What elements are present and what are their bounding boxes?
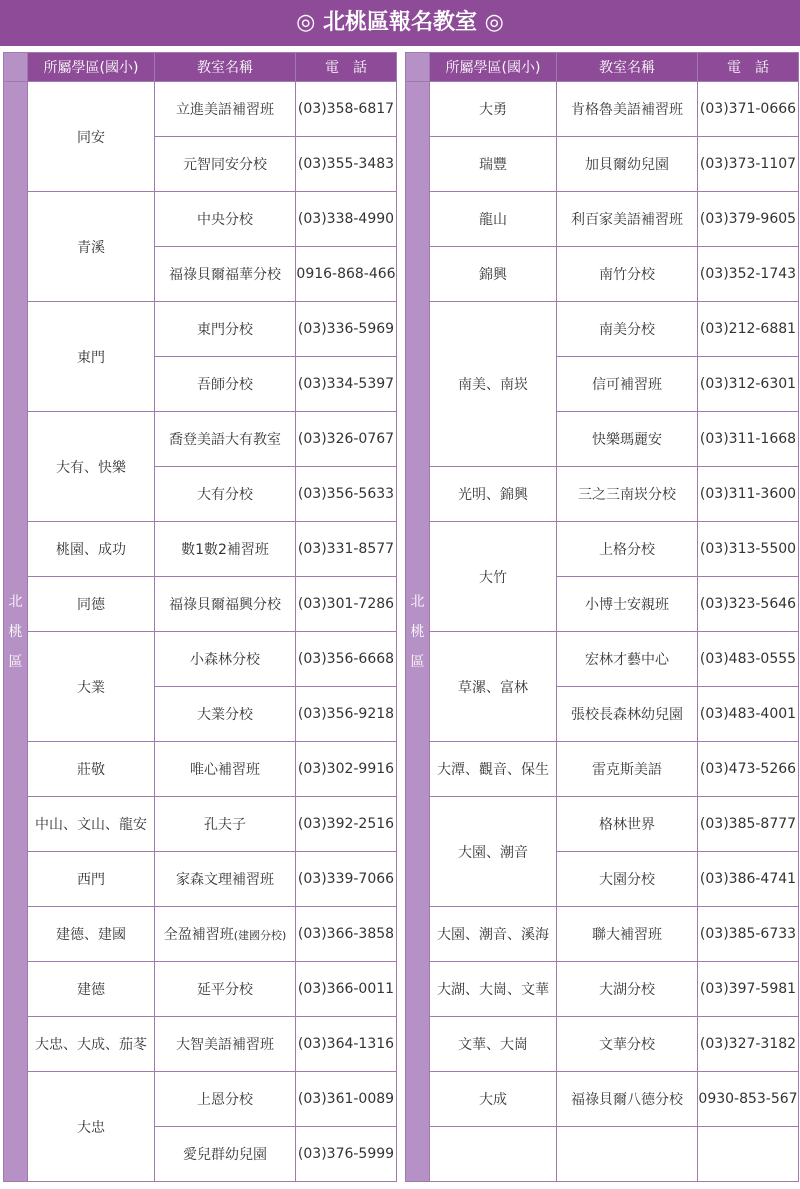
phone-cell: (03)385-6733 <box>698 907 799 962</box>
classroom-name: 肯格魯美語補習班 <box>571 102 683 118</box>
table-row <box>406 962 799 1017</box>
classroom-name: 南美分校 <box>599 322 655 338</box>
classroom-name: 加貝爾幼兒園 <box>585 157 669 173</box>
classroom-name: 吾師分校 <box>197 377 253 393</box>
school-cell: 中山、文山、龍安 <box>28 797 155 852</box>
school-cell: 西門 <box>28 852 155 907</box>
phone-cell: (03)473-5266 <box>698 742 799 797</box>
classroom-cell <box>557 1072 698 1127</box>
classroom-cell <box>155 1017 296 1072</box>
phone-cell: (03)302-9916 <box>296 742 397 797</box>
classroom-name: 大園分校 <box>599 872 655 888</box>
classroom-name: 福祿貝爾八德分校 <box>571 1092 683 1108</box>
phone-cell: (03)356-9218 <box>296 687 397 742</box>
classroom-name: 家森文理補習班 <box>176 872 274 888</box>
classroom-cell <box>155 632 296 687</box>
school-cell: 大成 <box>430 1072 557 1127</box>
phone-cell: (03)339-7066 <box>296 852 397 907</box>
school-cell: 建德 <box>28 962 155 1017</box>
table-row <box>406 302 799 357</box>
classroom-cell <box>155 522 296 577</box>
table-row <box>4 742 397 797</box>
classroom-name: 延平分校 <box>197 982 253 998</box>
classroom-name: 南竹分校 <box>599 267 655 283</box>
phone-cell: (03)392-2516 <box>296 797 397 852</box>
classroom-table-left <box>3 52 397 1182</box>
classroom-name: 三之三南崁分校 <box>578 487 676 503</box>
table-row <box>406 1017 799 1072</box>
classroom-cell <box>155 302 296 357</box>
header-corner <box>406 53 430 82</box>
classroom-cell <box>557 1017 698 1072</box>
school-cell: 大勇 <box>430 82 557 137</box>
table-row <box>406 247 799 302</box>
classroom-name: 數1數2補習班 <box>181 542 269 558</box>
phone-cell: (03)361-0089 <box>296 1072 397 1127</box>
classroom-cell <box>155 907 296 962</box>
region-char: 北 <box>410 593 425 610</box>
phone-cell: (03)379-9605 <box>698 192 799 247</box>
table-row <box>4 302 397 357</box>
school-cell: 莊敬 <box>28 742 155 797</box>
phone-cell: (03)311-1668 <box>698 412 799 467</box>
header-school: 所屬學區(國小) <box>430 53 557 82</box>
classroom-name: 上格分校 <box>599 542 655 558</box>
phone-cell: (03)313-5500 <box>698 522 799 577</box>
phone-cell: (03)356-5633 <box>296 467 397 522</box>
classroom-cell <box>557 412 698 467</box>
region-label <box>4 82 28 1182</box>
phone-cell: (03)312-6301 <box>698 357 799 412</box>
school-cell: 草漯、富林 <box>430 632 557 742</box>
classroom-name: 喬登美語大有教室 <box>169 432 281 448</box>
classroom-table-right <box>405 52 799 1182</box>
region-char: 桃 <box>410 623 425 640</box>
table-row <box>406 192 799 247</box>
region-char: 區 <box>8 653 23 670</box>
classroom-name: 立進美語補習班 <box>176 102 274 118</box>
phone-cell: (03)366-3858 <box>296 907 397 962</box>
classroom-cell <box>155 962 296 1017</box>
table-row <box>406 797 799 852</box>
phone-cell: (03)355-3483 <box>296 137 397 192</box>
classroom-name: 上恩分校 <box>197 1092 253 1108</box>
classroom-cell <box>557 357 698 412</box>
classroom-cell <box>155 82 296 137</box>
classroom-name: 小博士安親班 <box>585 597 669 613</box>
classroom-cell <box>155 577 296 632</box>
classroom-name: 文華分校 <box>599 1037 655 1053</box>
classroom-cell <box>557 82 698 137</box>
region-char: 北 <box>8 593 23 610</box>
school-cell: 瑞豐 <box>430 137 557 192</box>
phone-cell: (03)356-6668 <box>296 632 397 687</box>
phone-cell: (03)386-4741 <box>698 852 799 907</box>
classroom-name: 唯心補習班 <box>190 762 260 778</box>
header-classroom: 教室名稱 <box>557 53 698 82</box>
school-cell: 同德 <box>28 577 155 632</box>
classroom-cell <box>155 247 296 302</box>
classroom-name: 宏林才藝中心 <box>585 652 669 668</box>
phone-cell <box>698 1127 799 1182</box>
classroom-cell <box>155 192 296 247</box>
classroom-name: 格林世界 <box>599 817 655 833</box>
classroom-cell <box>155 467 296 522</box>
classroom-name: 小森林分校 <box>190 652 260 668</box>
classroom-cell <box>557 247 698 302</box>
phone-cell: (03)483-4001 <box>698 687 799 742</box>
region-label <box>406 82 430 1182</box>
header-row <box>4 53 397 82</box>
classroom-cell <box>155 137 296 192</box>
phone-cell: (03)358-6817 <box>296 82 397 137</box>
header-classroom: 教室名稱 <box>155 53 296 82</box>
school-cell: 錦興 <box>430 247 557 302</box>
classroom-cell <box>557 192 698 247</box>
classroom-note: (建國分校) <box>233 929 287 942</box>
classroom-name: 大智美語補習班 <box>176 1037 274 1053</box>
school-cell: 桃園、成功 <box>28 522 155 577</box>
table-row <box>4 192 397 247</box>
classroom-cell <box>557 577 698 632</box>
classroom-name: 元智同安分校 <box>183 157 267 173</box>
page-title: ◎ 北桃區報名教室 ◎ <box>0 0 800 46</box>
table-row <box>4 907 397 962</box>
classroom-name: 利百家美語補習班 <box>571 212 683 228</box>
classroom-name: 大有分校 <box>197 487 253 503</box>
classroom-cell <box>155 687 296 742</box>
classroom-cell <box>557 522 698 577</box>
table-row <box>406 522 799 577</box>
school-cell: 同安 <box>28 82 155 192</box>
classroom-name: 快樂瑪麗安 <box>592 432 662 448</box>
classroom-cell <box>557 467 698 522</box>
table-row <box>406 82 799 137</box>
table-row <box>406 1072 799 1127</box>
classroom-cell <box>557 632 698 687</box>
school-cell: 南美、南崁 <box>430 302 557 467</box>
classroom-name: 聯大補習班 <box>592 927 662 943</box>
region-char: 區 <box>410 653 425 670</box>
school-cell: 大忠 <box>28 1072 155 1182</box>
school-cell: 大有、快樂 <box>28 412 155 522</box>
table-row <box>406 907 799 962</box>
classroom-cell <box>557 302 698 357</box>
table-row <box>4 82 397 137</box>
header-phone: 電 話 <box>296 53 397 82</box>
table-row <box>406 632 799 687</box>
region-char: 桃 <box>8 623 23 640</box>
school-cell: 東門 <box>28 302 155 412</box>
classroom-cell <box>557 852 698 907</box>
classroom-cell <box>155 797 296 852</box>
classroom-cell <box>155 1072 296 1127</box>
school-cell: 大竹 <box>430 522 557 632</box>
table-row <box>4 852 397 907</box>
school-cell: 龍山 <box>430 192 557 247</box>
phone-cell: 0916-868-466 <box>296 247 397 302</box>
classroom-cell <box>155 742 296 797</box>
phone-cell: (03)352-1743 <box>698 247 799 302</box>
classroom-cell <box>557 962 698 1017</box>
header-row <box>406 53 799 82</box>
classroom-name: 大湖分校 <box>599 982 655 998</box>
classroom-name: 愛兒群幼兒園 <box>183 1147 267 1163</box>
table-row <box>406 1127 799 1182</box>
phone-cell: (03)311-3600 <box>698 467 799 522</box>
classroom-name: 福祿貝爾福華分校 <box>169 267 281 283</box>
classroom-cell <box>557 1127 698 1182</box>
classroom-cell <box>155 852 296 907</box>
phone-cell: (03)301-7286 <box>296 577 397 632</box>
phone-cell: (03)376-5999 <box>296 1127 397 1182</box>
header-phone: 電 話 <box>698 53 799 82</box>
classroom-cell <box>155 1127 296 1182</box>
school-cell: 大湖、大崗、文華 <box>430 962 557 1017</box>
classroom-name: 孔夫子 <box>204 817 246 833</box>
phone-cell: (03)336-5969 <box>296 302 397 357</box>
classroom-name: 雷克斯美語 <box>592 762 662 778</box>
table-row <box>4 577 397 632</box>
table-row <box>4 962 397 1017</box>
table-row <box>406 467 799 522</box>
phone-cell: 0930-853-567 <box>698 1072 799 1127</box>
table-row <box>4 632 397 687</box>
phone-cell: (03)385-8777 <box>698 797 799 852</box>
header-school: 所屬學區(國小) <box>28 53 155 82</box>
classroom-cell <box>557 907 698 962</box>
school-cell: 青溪 <box>28 192 155 302</box>
table-row <box>4 1072 397 1127</box>
phone-cell: (03)397-5981 <box>698 962 799 1017</box>
school-cell: 大忠、大成、茄苳 <box>28 1017 155 1072</box>
phone-cell: (03)334-5397 <box>296 357 397 412</box>
phone-cell: (03)338-4990 <box>296 192 397 247</box>
header-corner <box>4 53 28 82</box>
school-cell: 大潭、觀音、保生 <box>430 742 557 797</box>
table-row <box>4 522 397 577</box>
classroom-cell <box>155 412 296 467</box>
school-cell: 文華、大崗 <box>430 1017 557 1072</box>
phone-cell: (03)323-5646 <box>698 577 799 632</box>
school-cell: 建德、建國 <box>28 907 155 962</box>
school-cell <box>430 1127 557 1182</box>
phone-cell: (03)326-0767 <box>296 412 397 467</box>
phone-cell: (03)364-1316 <box>296 1017 397 1072</box>
table-row <box>406 137 799 192</box>
phone-cell: (03)331-8577 <box>296 522 397 577</box>
phone-cell: (03)366-0011 <box>296 962 397 1017</box>
classroom-name: 中央分校 <box>197 212 253 228</box>
school-cell: 光明、錦興 <box>430 467 557 522</box>
classroom-name: 信可補習班 <box>592 377 662 393</box>
classroom-name: 大業分校 <box>197 707 253 723</box>
school-cell: 大園、潮音 <box>430 797 557 907</box>
phone-cell: (03)371-0666 <box>698 82 799 137</box>
classroom-name: 全盈補習班 <box>163 927 234 943</box>
classroom-cell <box>155 357 296 412</box>
table-row <box>4 1017 397 1072</box>
phone-cell: (03)373-1107 <box>698 137 799 192</box>
table-row <box>406 742 799 797</box>
phone-cell: (03)327-3182 <box>698 1017 799 1072</box>
table-row <box>4 412 397 467</box>
classroom-cell <box>557 742 698 797</box>
table-row <box>4 797 397 852</box>
phone-cell: (03)483-0555 <box>698 632 799 687</box>
classroom-name: 張校長森林幼兒園 <box>571 707 683 723</box>
phone-cell: (03)212-6881 <box>698 302 799 357</box>
classroom-cell <box>557 797 698 852</box>
classroom-cell <box>557 687 698 742</box>
classroom-cell <box>557 137 698 192</box>
school-cell: 大園、潮音、溪海 <box>430 907 557 962</box>
classroom-name: 福祿貝爾福興分校 <box>169 597 281 613</box>
classroom-name: 東門分校 <box>197 322 253 338</box>
school-cell: 大業 <box>28 632 155 742</box>
